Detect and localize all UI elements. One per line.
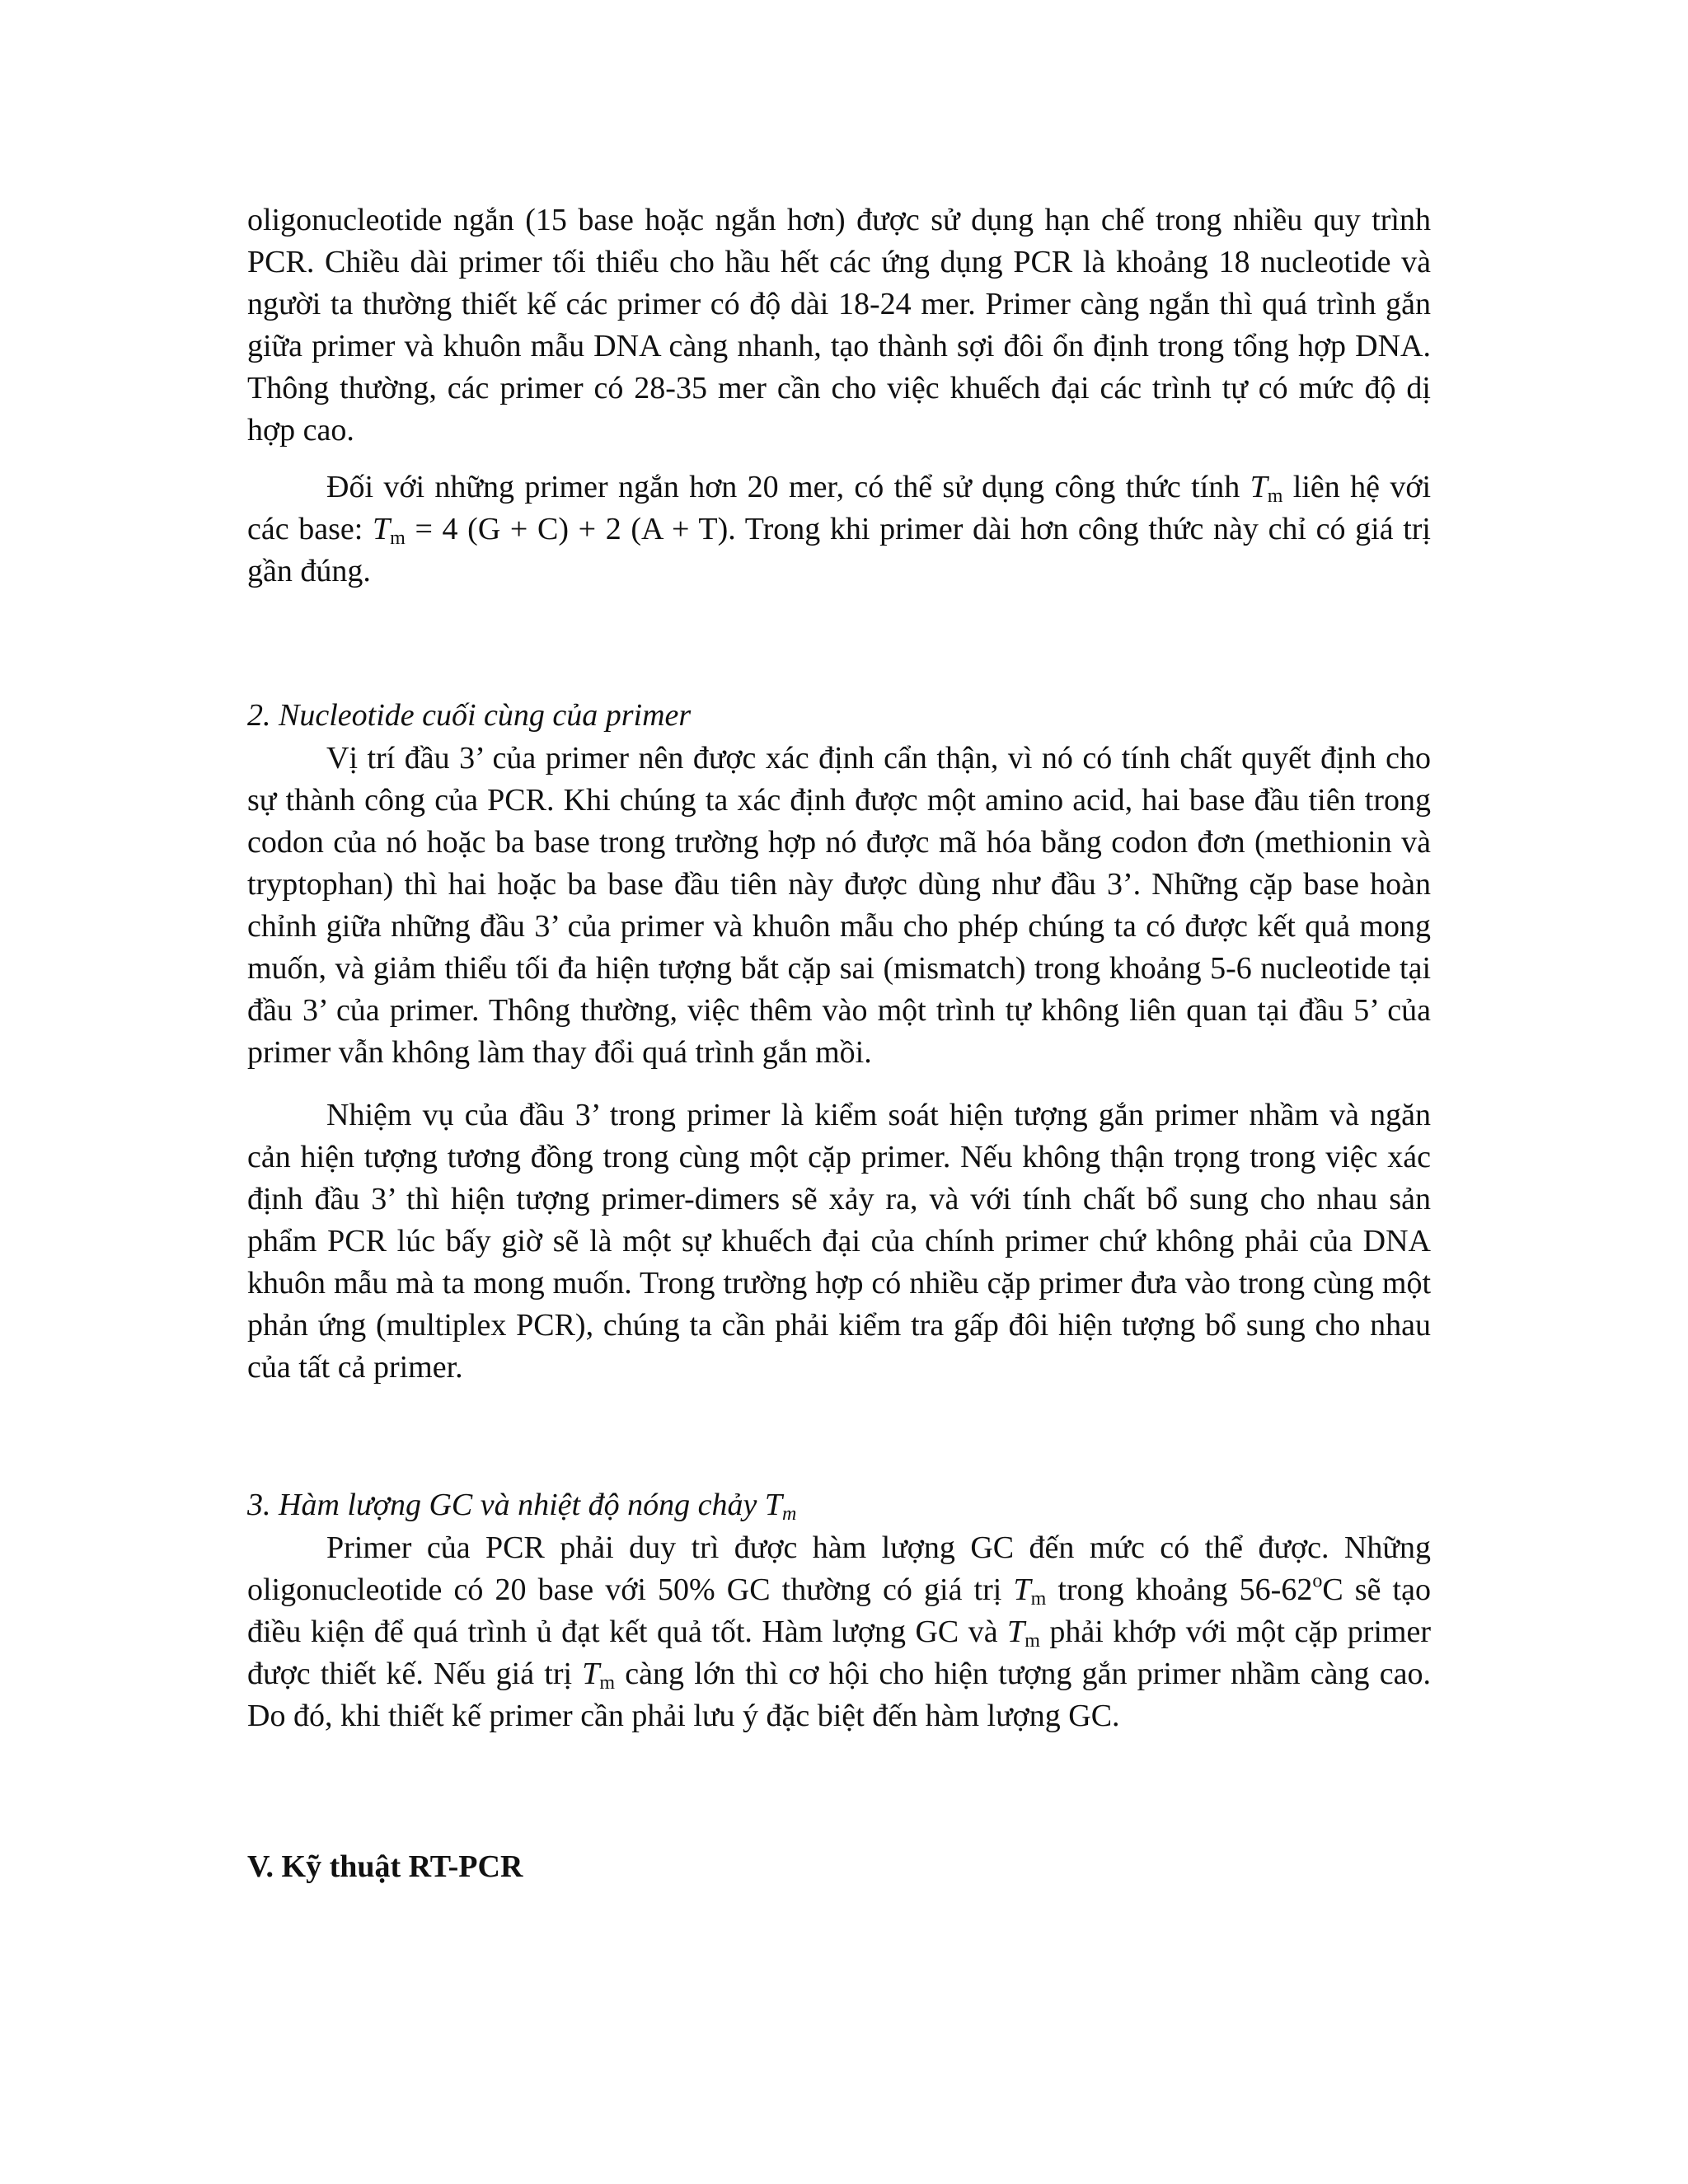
paragraph-text: Vị trí đầu 3’ của primer nên được xác định cẩn thận, vì nó có tính chất quyết định cho sự thành công của PCR. Khi chúng ta xác định được một amino acid, hai base đầu tiên trong codon của nó hoặc ba base trong trường hợp nó được mã hóa bằng codon đơn (methionin và tryptophan) thì hai hoặc ba base đầu tiên này được dùng như đầu 3’. Những cặp base hoàn chỉnh giữa những đầu 3’ của primer và khuôn mẫu cho phép chúng ta có được kết quả mong muốn, và giảm thiểu tối đa hiện tượng bắt cặp sai (mismatch) trong khoảng 5-6 nucleotide tại đầu 3’ của primer. Thông thường, việc thêm vào một trình tự không liên quan tại đầu 5’ của primer vẫn không làm thay đổi quá trình gắn mồi.	[247, 741, 1431, 1070]
section-heading-v	[247, 1846, 1431, 1888]
paragraph-3prime-position	[247, 738, 1431, 1074]
section-heading-3	[247, 1484, 1431, 1526]
section-title: 3. Hàm lượng GC và nhiệt độ nóng chảy $T_m$	[247, 1488, 797, 1525]
tm-symbol: T	[372, 512, 391, 546]
degree-symbol: o	[1312, 1570, 1323, 1592]
tm-symbol: T	[1007, 1615, 1025, 1649]
tm-symbol: T	[1250, 470, 1268, 504]
paragraph-3prime-role	[247, 1094, 1431, 1389]
paragraph-text: oligonucleotide ngắn (15 base hoặc ngắn hơn) được sử dụng hạn chế trong nhiều quy trình PCR. Chiều dài primer tối thiểu cho hầu hết các ứng dụng PCR là khoảng 18 nucleotide và người ta thường thiết kế các primer có độ dài 18-24 mer. Primer càng ngắn thì quá trình gắn giữa primer và khuôn mẫu DNA càng nhanh, tạo thành sợi đôi ổn định trong tổng hợp DNA. Thông thường, các primer có 28-35 mer cần cho việc khuếch đại các trình tự có mức độ dị hợp cao.	[247, 203, 1431, 448]
section-title: 2. Nucleotide cuối cùng của primer	[247, 698, 692, 733]
chapter-title: V. Kỹ thuật RT-PCR	[247, 1849, 523, 1884]
paragraph-gc-content: Primer của PCR phải duy trì được hàm lượng GC đến mức có thể được. Những oligonucleotide có 20 base với 50% GC thường có giá trị $T_m$ trong khoảng 56-62$^o$C sẽ tạo điều kiện để quá trình ủ đạt kết quả tốt. Hàm lượng GC và $T_m$ phải khớp với một cặp primer được thiết kế. Nếu giá trị $T_m$ càng lớn thì cơ hội cho hiện tượng gắn primer nhầm càng cao. Do đó, khi thiết kế primer cần phải lưu ý đặc biệt đến hàm lượng GC.	[247, 1530, 1431, 1733]
paragraph-tm-formula: Đối với những primer ngắn hơn 20 mer, có thể sử dụng công thức tính $T_m$ liên hệ với các base: $T_m = 4$ (G + C) + 2 (A + T). Trong khi primer dài hơn công thức này chỉ có giá trị gần đúng.	[247, 470, 1431, 588]
section-heading-2	[247, 695, 1431, 737]
tm-symbol: T	[1013, 1572, 1031, 1607]
paragraph-primer-length	[247, 199, 1431, 452]
tm-symbol: T	[582, 1657, 600, 1691]
paragraph-text: Nhiệm vụ của đầu 3’ trong primer là kiểm soát hiện tượng gắn primer nhầm và ngăn cản hiện tượng tương đồng trong cùng một cặp primer. Nếu không thận trọng trong việc xác định đầu 3’ thì hiện tượng primer-dimers sẽ xảy ra, và với tính chất bổ sung cho nhau sản phẩm PCR lúc bấy giờ sẽ là một sự khuếch đại của chính primer chứ không phải của DNA khuôn mẫu mà ta mong muốn. Trong trường hợp có nhiều cặp primer đưa vào trong cùng một phản ứng (multiplex PCR), chúng ta cần phải kiểm tra gấp đôi hiện tượng bổ sung cho nhau của tất cả primer.	[247, 1098, 1431, 1385]
